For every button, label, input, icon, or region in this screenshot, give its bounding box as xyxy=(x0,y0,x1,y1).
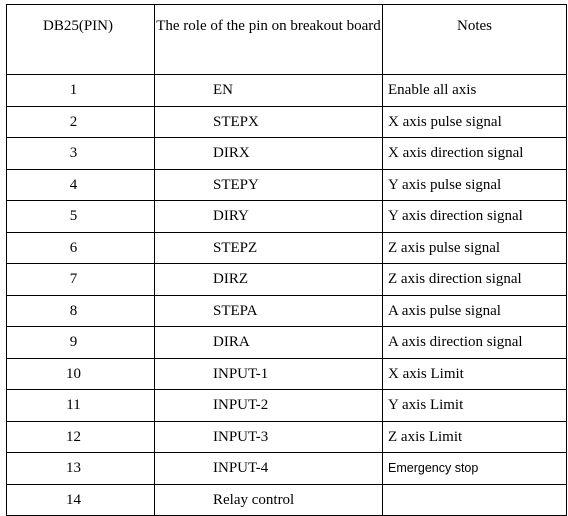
table-row xyxy=(7,138,567,170)
pin-number-cell: 14 xyxy=(7,484,155,516)
table-row xyxy=(7,232,567,264)
header-row xyxy=(7,5,567,75)
pin-role-cell: STEPY xyxy=(155,169,383,201)
table-row xyxy=(7,421,567,453)
pin-table xyxy=(6,4,567,516)
pin-note-cell: Enable all axis xyxy=(383,75,567,107)
pin-number-cell: 9 xyxy=(7,327,155,359)
pin-number-cell: 5 xyxy=(7,201,155,233)
table-row xyxy=(7,484,567,516)
pin-role-cell: DIRY xyxy=(155,201,383,233)
pin-role-cell: DIRX xyxy=(155,138,383,170)
pin-note-cell: Emergency stop xyxy=(383,453,567,485)
table-row xyxy=(7,390,567,422)
header-role: The role of the pin on breakout board xyxy=(155,5,383,75)
pin-number-cell: 3 xyxy=(7,138,155,170)
pin-note-cell: Y axis Limit xyxy=(383,390,567,422)
table-row xyxy=(7,75,567,107)
table-row xyxy=(7,169,567,201)
table-header xyxy=(7,5,567,75)
pin-role-cell: Relay control xyxy=(155,484,383,516)
table-row xyxy=(7,358,567,390)
pin-number-cell: 10 xyxy=(7,358,155,390)
header-pin: DB25(PIN) xyxy=(7,5,155,75)
table-row xyxy=(7,295,567,327)
pin-note-cell: Y axis pulse signal xyxy=(383,169,567,201)
pin-number-cell: 1 xyxy=(7,75,155,107)
pin-note-cell: Y axis direction signal xyxy=(383,201,567,233)
pin-role-cell: INPUT-4 xyxy=(155,453,383,485)
pin-number-cell: 11 xyxy=(7,390,155,422)
table-row xyxy=(7,327,567,359)
pin-note-cell: Z axis Limit xyxy=(383,421,567,453)
pin-note-cell: Z axis pulse signal xyxy=(383,232,567,264)
pin-note-cell: X axis pulse signal xyxy=(383,106,567,138)
pin-note-cell xyxy=(383,484,567,516)
pin-role-cell: INPUT-2 xyxy=(155,390,383,422)
pin-number-cell: 7 xyxy=(7,264,155,296)
pin-number-cell: 6 xyxy=(7,232,155,264)
pin-role-cell: INPUT-1 xyxy=(155,358,383,390)
pin-number-cell: 8 xyxy=(7,295,155,327)
pin-role-cell: STEPZ xyxy=(155,232,383,264)
header-notes: Notes xyxy=(383,5,567,75)
pin-note-cell: A axis direction signal xyxy=(383,327,567,359)
table-row xyxy=(7,106,567,138)
table-body xyxy=(7,75,567,516)
table-row xyxy=(7,264,567,296)
table-row xyxy=(7,201,567,233)
pin-role-cell: STEPA xyxy=(155,295,383,327)
table-row xyxy=(7,453,567,485)
pin-note-cell: X axis direction signal xyxy=(383,138,567,170)
pin-note-cell: X axis Limit xyxy=(383,358,567,390)
pin-number-cell: 13 xyxy=(7,453,155,485)
pin-number-cell: 12 xyxy=(7,421,155,453)
pin-note-cell: A axis pulse signal xyxy=(383,295,567,327)
pin-role-cell: DIRZ xyxy=(155,264,383,296)
pin-number-cell: 4 xyxy=(7,169,155,201)
pin-role-cell: EN xyxy=(155,75,383,107)
pin-number-cell: 2 xyxy=(7,106,155,138)
pin-role-cell: STEPX xyxy=(155,106,383,138)
pin-role-cell: INPUT-3 xyxy=(155,421,383,453)
pin-note-cell: Z axis direction signal xyxy=(383,264,567,296)
pin-role-cell: DIRA xyxy=(155,327,383,359)
